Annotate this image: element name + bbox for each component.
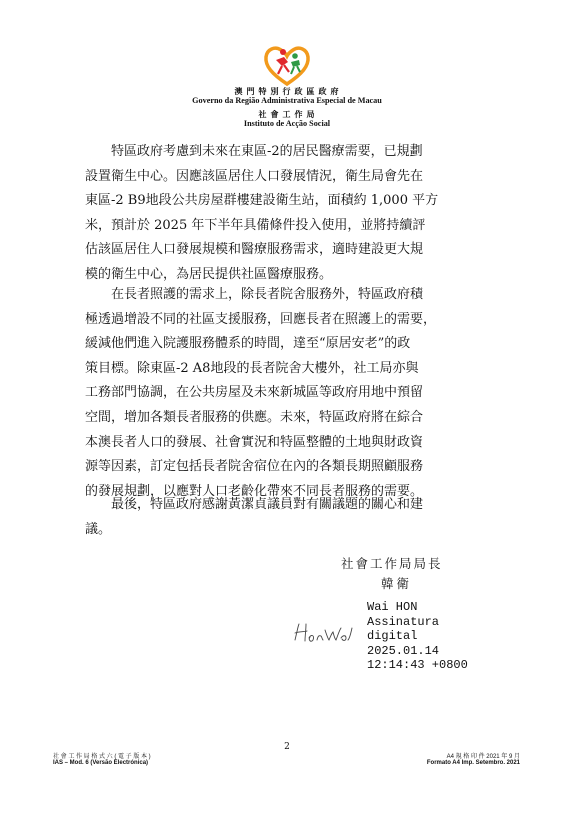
- text-line: 議。: [85, 521, 112, 537]
- ias-logo: [262, 44, 312, 88]
- signatory-title: 社會工作局局長: [341, 556, 443, 571]
- digital-signature-date: 2025.01.14: [367, 643, 440, 658]
- paragraph-health-center: [85, 140, 497, 288]
- text-line: 的發展規劃，以應對人口老齡化帶來不同長者服務的需要。: [85, 483, 424, 499]
- text-line: 估該區居住人口發展規模和醫療服務需求，適時建設更大規: [85, 242, 424, 258]
- digital-signature-label: digital: [367, 629, 418, 644]
- gov-name-chinese: 澳 門 特 別 行 政 區 政 府: [234, 87, 340, 96]
- text-line: 米，預計於 2025 年下半年具備條件投入使用，並將持續評: [85, 217, 426, 233]
- text-line: 策目標。除東區-2 A8地段的長者院舍大樓外，社工局亦與: [85, 360, 419, 376]
- paragraph-elderly-care: [85, 283, 497, 504]
- text-line: 極透過增設不同的社區支援服務，回應長者在照護上的需要，: [85, 311, 437, 327]
- handwritten-signature: [291, 618, 371, 648]
- form-code-chinese: 社 會 工 作 局 格 式 六 ( 電 子 版 本 ): [53, 754, 151, 760]
- digital-signature-stamp: [367, 600, 468, 673]
- text-line: 源等因素，訂定包括長者院舍宿位在內的各類長期照顧服務: [85, 459, 424, 475]
- text-line: 模的衛生中心，為居民提供社區醫療服務。: [85, 266, 333, 282]
- text-line: 東區-2 B9地段公共房屋群樓建設衛生站，面積約 1,000 平方: [85, 193, 439, 209]
- text-line: 本澳長者人口的發展、社會實況和特區整體的土地與財政資: [85, 434, 424, 450]
- paragraph-closing: [85, 493, 497, 542]
- signatory-name: 韓衛: [381, 576, 413, 591]
- text-line: 設置衛生中心。因應該區居住人口發展情況，衛生局會先在: [85, 168, 424, 184]
- digital-signature-time: 12:14:43 +0800: [367, 658, 468, 673]
- text-line: 最後，特區政府感謝黃潔貞議員對有關議題的關心和建: [85, 497, 424, 512]
- form-code-portuguese: IAS – Mod. 6 (Versão Electrónica): [53, 760, 149, 766]
- digital-signature-label: Assinatura: [367, 614, 440, 629]
- text-line: 在長者照護的需求上，除長者院舍服務外，特區政府積: [85, 287, 424, 302]
- text-line: 特區政府考慮到未來在東區-2的居民醫療需要，已規劃: [85, 144, 423, 159]
- gov-name-portuguese: Governo da Região Administrativa Especial de Macau: [192, 96, 382, 105]
- print-format-portuguese: Formato A4 Imp. Setembro. 2021: [426, 760, 520, 766]
- digital-signer-name: Wai HON: [367, 600, 418, 614]
- text-line: 緩減他們進入院護服務體系的時間，達至“原居安老”的政: [85, 336, 411, 352]
- institute-name-portuguese: Instituto de Acção Social: [243, 119, 331, 128]
- text-line: 空間，增加各類長者服務的供應。未來，特區政府將在綜合: [85, 409, 424, 425]
- institute-name-chinese: 社 會 工 作 局: [258, 110, 316, 119]
- text-line: 工務部門協調，在公共房屋及未來新城區等政府用地中預留: [85, 385, 424, 401]
- print-format-chinese: A4 規 格 印 件 2021 年 9 月: [446, 754, 520, 760]
- page-number: 2: [284, 742, 290, 752]
